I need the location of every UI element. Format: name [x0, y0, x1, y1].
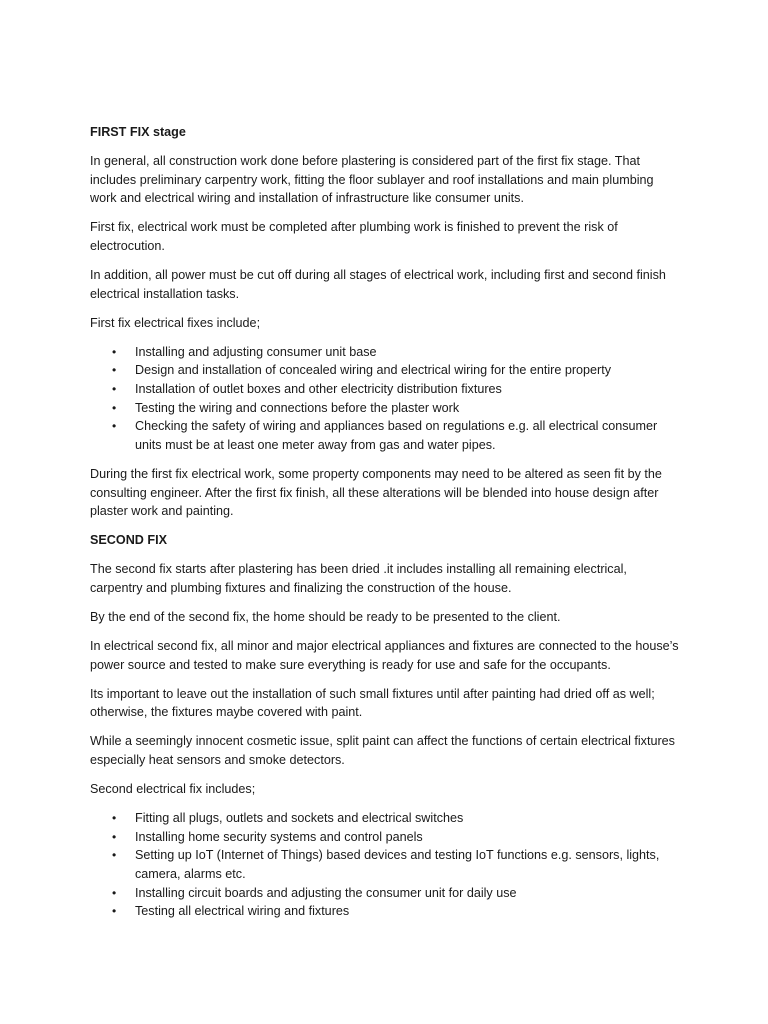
first-fix-paragraph-4: During the first fix electrical work, some property components may need to be altered as seen fit by the consulting engineer. After the first fix finish, all these alterations will be blended into house design after plaster work and painting. — [90, 466, 662, 519]
second-fix-bullet-list — [90, 809, 680, 921]
bullet-icon: • — [112, 419, 117, 434]
second-fix-list-intro: Second electrical fix includes; — [90, 782, 256, 797]
list-item — [90, 399, 680, 418]
list-item-text: Testing the wiring and connections before the plaster work — [135, 400, 460, 415]
list-item-text: Fitting all plugs, outlets and sockets and electrical switches — [135, 811, 464, 826]
list-item — [90, 846, 680, 883]
second-fix-paragraph-2: By the end of the second fix, the home should be ready to be presented to the client. — [90, 609, 561, 624]
first-fix-bullet-list — [90, 343, 680, 455]
bullet-icon: • — [112, 848, 117, 863]
first-fix-list-intro: First fix electrical fixes include; — [90, 315, 261, 330]
list-item-text: Installing and adjusting consumer unit base — [135, 344, 377, 359]
list-item — [90, 361, 680, 380]
bullet-icon: • — [112, 885, 117, 900]
second-fix-paragraph-1: The second fix starts after plastering has been dried .it includes installing all remaining electrical, carpentry and plumbing fixtures and finalizing the construction of the house. — [90, 562, 627, 595]
bullet-icon: • — [112, 829, 117, 844]
list-item-text: Checking the safety of wiring and appliances based on regulations e.g. all electrical consumer units must be at least one meter away from gas and water pipes. — [135, 419, 658, 452]
bullet-icon: • — [112, 400, 117, 415]
second-fix-paragraph-3: In electrical second fix, all minor and major electrical appliances and fixtures are connected to the house’s power source and tested to make sure everything is ready for use and safe for the occupants. — [90, 639, 679, 672]
list-item — [90, 380, 680, 399]
list-item — [90, 902, 680, 921]
first-fix-paragraph-2: First fix, electrical work must be completed after plumbing work is finished to prevent the risk of electrocution. — [90, 220, 618, 253]
bullet-icon: • — [112, 382, 117, 397]
list-item-text: Installation of outlet boxes and other electricity distribution fixtures — [135, 382, 502, 397]
list-item-text: Installing circuit boards and adjusting the consumer unit for daily use — [135, 885, 517, 900]
bullet-icon: • — [112, 811, 117, 826]
first-fix-paragraph-1: In general, all construction work done before plastering is considered part of the first fix stage. That includes preliminary carpentry work, fitting the floor sublayer and roof installations and main plumbing work and electrical wiring and installation of infrastructure like consumer units. — [90, 154, 654, 206]
list-item — [90, 809, 680, 828]
document-page — [90, 123, 680, 931]
bullet-icon: • — [112, 904, 117, 919]
bullet-icon: • — [112, 344, 117, 359]
list-item-text: Testing all electrical wiring and fixtures — [135, 904, 350, 919]
list-item-text: Design and installation of concealed wiring and electrical wiring for the entire property — [135, 363, 612, 378]
list-item — [90, 343, 680, 362]
bullet-icon: • — [112, 363, 117, 378]
list-item — [90, 417, 680, 454]
second-fix-paragraph-4: Its important to leave out the installation of such small fixtures until after painting had dried off as well; otherwise, the fixtures maybe covered with paint. — [90, 686, 655, 720]
first-fix-paragraph-3: In addition, all power must be cut off during all stages of electrical work, including first and second finish electrical installation tasks. — [90, 268, 666, 301]
list-item-text: Installing home security systems and control panels — [135, 829, 423, 844]
second-fix-heading: SECOND FIX — [90, 533, 167, 548]
list-item-text: Setting up IoT (Internet of Things) based devices and testing IoT functions e.g. sensors, lights, camera, alarms etc. — [135, 848, 660, 881]
list-item — [90, 884, 680, 903]
first-fix-heading: FIRST FIX stage — [90, 125, 186, 139]
list-item — [90, 828, 680, 847]
second-fix-paragraph-5: While a seemingly innocent cosmetic issue, split paint can affect the functions of certain electrical fixtures especially heat sensors and smoke detectors. — [90, 734, 675, 768]
